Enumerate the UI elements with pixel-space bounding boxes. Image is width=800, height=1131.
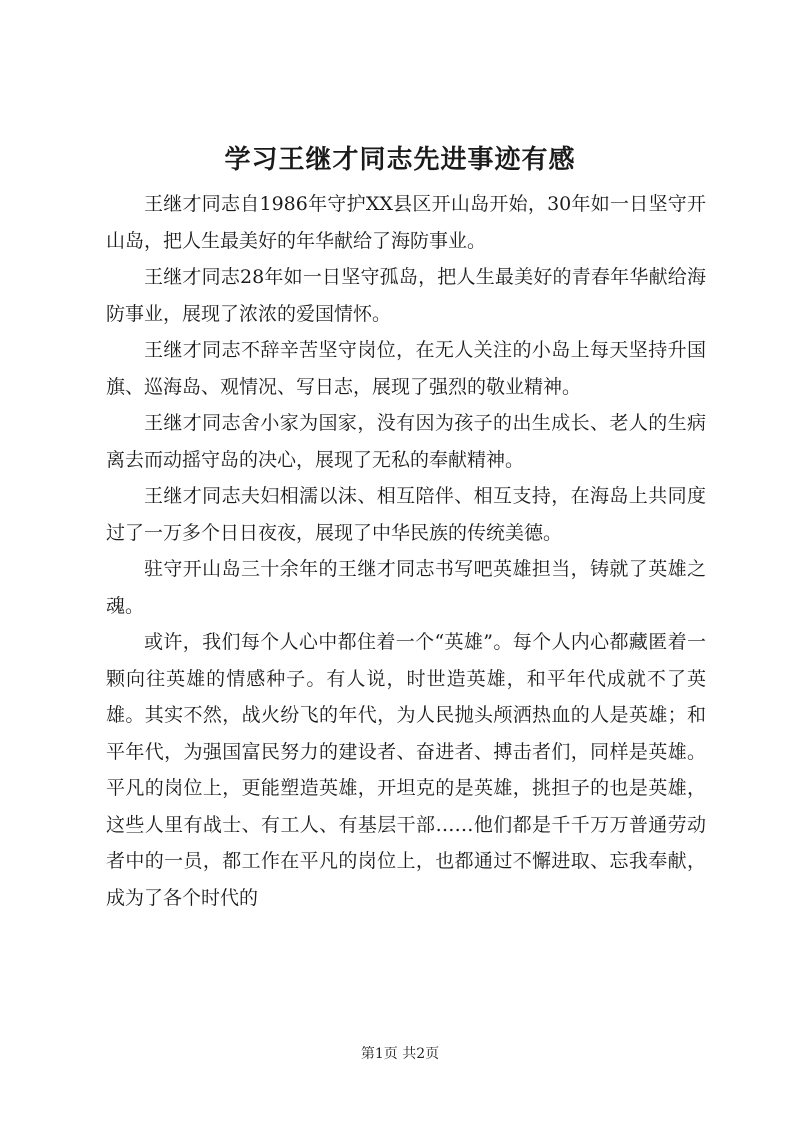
page-title: 学习王继才同志先进事迹有感	[224, 145, 576, 175]
document-body	[106, 186, 706, 916]
paragraph: 王继才同志夫妇相濡以沫、相互陪伴、相互支持，在海岛上共同度过了一万多个日日夜夜，展现了中华民族的传统美德。	[106, 485, 706, 544]
paragraph: 或许，我们每个人心中都住着一个“英雄”。每个人内心都藏匿着一颗向往英雄的情感种子。有人说，时世造英雄，和平年代成就不了英雄。其实不然，战火纷飞的年代，为人民抛头颅洒热血的人是英雄；和平年代，为强国富民努力的建设者、奋进者、搏击者们，同样是英雄。平凡的岗位上，更能塑造英雄，开坦克的是英雄，挑担子的也是英雄，这些人里有战士、有工人、有基层干部……他们都是千千万万普通劳动者中的一员，都工作在平凡的岗位上，也都通过不懈进取、忘我奉献，成为了各个时代的	[106, 631, 706, 909]
paragraph: 驻守开山岛三十余年的王继才同志书写吧英雄担当，铸就了英雄之魂。	[106, 558, 706, 617]
paragraph: 王继才同志舍小家为国家，没有因为孩子的出生成长、老人的生病离去而动摇守岛的决心，展现了无私的奉献精神。	[106, 412, 706, 471]
paragraph: 王继才同志28年如一日坚守孤岛，把人生最美好的青春年华献给海防事业，展现了浓浓的爱国情怀。	[106, 266, 706, 325]
paragraph: 王继才同志自1986年守护XX县区开山岛开始，30年如一日坚守开山岛，把人生最美好的年华献给了海防事业。	[106, 193, 706, 252]
paragraph: 王继才同志不辞辛苦坚守岗位，在无人关注的小岛上每天坚持升国旗、巡海岛、观情况、写日志，展现了强烈的敬业精神。	[106, 339, 706, 398]
page-number-footer: 第1页 共2页	[360, 1046, 440, 1062]
